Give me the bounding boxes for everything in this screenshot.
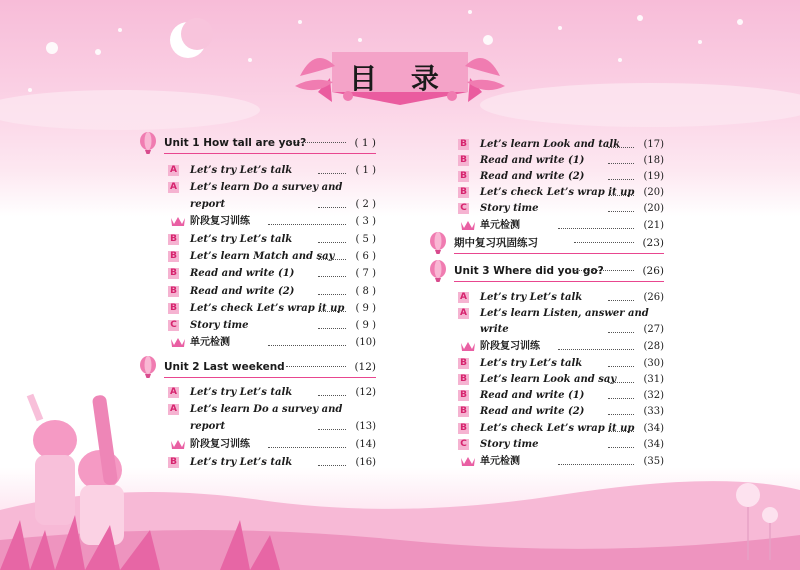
page-number: ( 3 ) (355, 216, 376, 227)
entry-label: 单元检测 (480, 220, 520, 231)
leader-dots (318, 384, 346, 396)
toc-unit-heading (428, 260, 664, 282)
section-badge: B (458, 139, 469, 150)
crown-icon (170, 336, 186, 348)
page-number: (26) (642, 265, 664, 277)
balloon-icon (428, 260, 448, 284)
toc-entry (168, 384, 376, 401)
section-badge: B (458, 187, 469, 198)
page-number: (30) (643, 358, 664, 369)
leader-dots (608, 136, 634, 148)
leader-dots (608, 152, 634, 164)
page-number: ( 1 ) (355, 165, 376, 176)
section-badge: C (168, 320, 179, 331)
section-badge: B (458, 358, 469, 369)
page-number: (10) (355, 337, 376, 348)
entry-label: Let’s try Let’s talk (480, 358, 583, 369)
page-number: (28) (643, 341, 664, 352)
page-number: (26) (643, 292, 664, 303)
toc-entry (168, 248, 376, 265)
entry-label: Let’s learn Match and say (190, 251, 335, 262)
page-number: ( 2 ) (355, 199, 376, 210)
unit-underline (164, 377, 376, 378)
leader-dots (318, 265, 346, 277)
unit-dots (286, 365, 346, 367)
section-badge: B (458, 406, 469, 417)
entry-label: Let’s try Let’s talk (190, 457, 293, 468)
section-badge: A (458, 292, 469, 303)
page-number: (20) (643, 187, 664, 198)
toc-unit-heading (428, 232, 664, 254)
unit-dots (574, 241, 634, 243)
entry-label: Let’s check Let’s wrap it up (480, 187, 635, 198)
toc-entry (458, 305, 664, 322)
entry-label: 阶段复习训练 (480, 341, 540, 352)
page-number: (23) (642, 237, 664, 249)
section-badge: B (168, 234, 179, 245)
entry-label: 阶段复习训练 (190, 439, 250, 450)
toc-unit-heading (138, 132, 376, 154)
leader-dots (558, 453, 634, 465)
leader-dots (318, 317, 346, 329)
leader-dots (318, 231, 346, 243)
toc-entry (168, 454, 376, 471)
leader-dots (318, 248, 346, 260)
entry-label: Let’s try Let’s talk (480, 292, 583, 303)
toc-entry (458, 436, 664, 453)
toc-entry (168, 300, 376, 317)
toc-entry (458, 136, 664, 153)
leader-dots (318, 196, 346, 208)
page-number: (34) (643, 423, 664, 434)
page-title: 目 录 (349, 62, 451, 95)
leader-dots (608, 403, 634, 415)
page-number: (19) (643, 171, 664, 182)
page-number: (13) (355, 421, 376, 432)
entry-label: 单元检测 (480, 456, 520, 467)
page-number: (17) (643, 139, 664, 150)
leader-dots (318, 300, 346, 312)
balloon-icon (138, 356, 158, 380)
leader-dots (318, 283, 346, 295)
leader-dots (608, 387, 634, 399)
toc-entry (458, 403, 664, 420)
entry-label: Let’s learn Listen, answer and (480, 308, 649, 319)
page-number: ( 5 ) (355, 234, 376, 245)
leader-dots (268, 213, 346, 225)
entry-label: 单元检测 (190, 337, 230, 348)
page-number: (16) (355, 457, 376, 468)
leader-dots (558, 217, 634, 229)
section-badge: B (458, 155, 469, 166)
entry-label: Story time (480, 439, 539, 450)
crown-icon (170, 438, 186, 450)
page-number: (27) (643, 324, 664, 335)
toc-entry (458, 168, 664, 185)
entry-label: report (190, 199, 226, 210)
section-badge: B (458, 390, 469, 401)
section-badge: A (168, 387, 179, 398)
section-badge: A (168, 404, 179, 415)
page-number: ( 8 ) (355, 286, 376, 297)
unit-underline (454, 281, 664, 282)
page-number: (21) (643, 220, 664, 231)
section-badge: B (458, 374, 469, 385)
section-badge: A (458, 308, 469, 319)
entry-label: Let’s try Let’s talk (190, 234, 293, 245)
page-number: (33) (643, 406, 664, 417)
unit-underline (454, 253, 664, 254)
entry-label: Let’s learn Look and say (480, 374, 617, 385)
leader-dots (608, 436, 634, 448)
entry-label: Let’s check Let’s wrap it up (190, 303, 345, 314)
page-number: ( 1 ) (354, 137, 376, 149)
toc-entry (168, 265, 376, 282)
page-number: (34) (643, 439, 664, 450)
leader-dots (318, 418, 346, 430)
toc-entry (168, 196, 376, 213)
entry-label: Read and write (2) (190, 286, 295, 297)
toc-entry (168, 283, 376, 300)
section-badge: B (168, 457, 179, 468)
toc-entry (168, 317, 376, 334)
entry-label: Let’s try Let’s talk (190, 387, 293, 398)
entry-label: 阶段复习训练 (190, 216, 250, 227)
moon-icon (170, 18, 213, 58)
entry-label: Story time (190, 320, 249, 331)
toc-entry (168, 179, 376, 196)
toc-entry (458, 453, 664, 470)
page-number: (35) (643, 456, 664, 467)
page-number: ( 9 ) (355, 320, 376, 331)
toc-entry (458, 420, 664, 437)
page-number: ( 9 ) (355, 303, 376, 314)
entry-label: Let’s check Let’s wrap it up (480, 423, 635, 434)
entry-label: report (190, 421, 226, 432)
leader-dots (608, 289, 634, 301)
page-number: (31) (643, 374, 664, 385)
page-number: ( 7 ) (355, 268, 376, 279)
entry-label: Let’s try Let’s talk (190, 165, 293, 176)
crown-icon (460, 219, 476, 231)
toc-entry (458, 371, 664, 388)
leader-dots (268, 436, 346, 448)
toc-entry (458, 152, 664, 169)
section-badge: A (168, 165, 179, 176)
toc-entry (458, 387, 664, 404)
leader-dots (558, 338, 634, 350)
unit-dots (574, 269, 634, 271)
section-badge: C (458, 439, 469, 450)
toc-unit-heading (138, 356, 376, 378)
toc-entry (168, 418, 376, 435)
leader-dots (608, 371, 634, 383)
entry-label: Let’s learn Do a survey and (190, 182, 343, 193)
page-number: (14) (355, 439, 376, 450)
leader-dots (608, 184, 634, 196)
leader-dots (608, 420, 634, 432)
entry-label: Let’s learn Do a survey and (190, 404, 343, 415)
unit-underline (164, 153, 376, 154)
section-badge: A (168, 182, 179, 193)
toc-entry (458, 338, 664, 355)
page-number: (12) (354, 361, 376, 373)
entry-label: Read and write (2) (480, 406, 585, 417)
leader-dots (268, 334, 346, 346)
toc-entry (168, 401, 376, 418)
section-badge: B (458, 171, 469, 182)
section-badge: C (458, 203, 469, 214)
entry-label: Let’s learn Look and talk (480, 139, 621, 150)
entry-label: Read and write (1) (480, 155, 585, 166)
toc-entry (168, 231, 376, 248)
entry-label: Read and write (1) (480, 390, 585, 401)
unit-title: Unit 2 Last weekend (164, 361, 285, 373)
toc-entry (168, 436, 376, 453)
page-number: (20) (643, 203, 664, 214)
leader-dots (608, 321, 634, 333)
balloon-icon (138, 132, 158, 156)
toc-entry (168, 213, 376, 230)
unit-dots (286, 141, 346, 143)
page-number: (18) (643, 155, 664, 166)
crown-icon (460, 340, 476, 352)
entry-label: write (480, 324, 509, 335)
unit-title: Unit 1 How tall are you? (164, 137, 307, 149)
leader-dots (608, 168, 634, 180)
toc-entry (458, 184, 664, 201)
entry-label: Read and write (1) (190, 268, 295, 279)
page-number: ( 6 ) (355, 251, 376, 262)
leader-dots (608, 355, 634, 367)
page-number: (12) (355, 387, 376, 398)
crown-icon (460, 455, 476, 467)
toc-entry (168, 334, 376, 351)
toc-entry (168, 162, 376, 179)
section-badge: B (458, 423, 469, 434)
unit-title: 期中复习巩固练习 (454, 237, 538, 249)
section-badge: B (168, 286, 179, 297)
section-badge: B (168, 303, 179, 314)
toc-entry (458, 321, 664, 338)
leader-dots (608, 200, 634, 212)
section-badge: B (168, 268, 179, 279)
entry-label: Read and write (2) (480, 171, 585, 182)
entry-label: Story time (480, 203, 539, 214)
page-number: (32) (643, 390, 664, 401)
toc-entry (458, 200, 664, 217)
toc-entry (458, 355, 664, 372)
unit-title: Unit 3 Where did you go? (454, 265, 604, 277)
section-badge: B (168, 251, 179, 262)
toc-entry (458, 289, 664, 306)
crown-icon (170, 215, 186, 227)
balloon-icon (428, 232, 448, 256)
leader-dots (318, 454, 346, 466)
leader-dots (318, 162, 346, 174)
